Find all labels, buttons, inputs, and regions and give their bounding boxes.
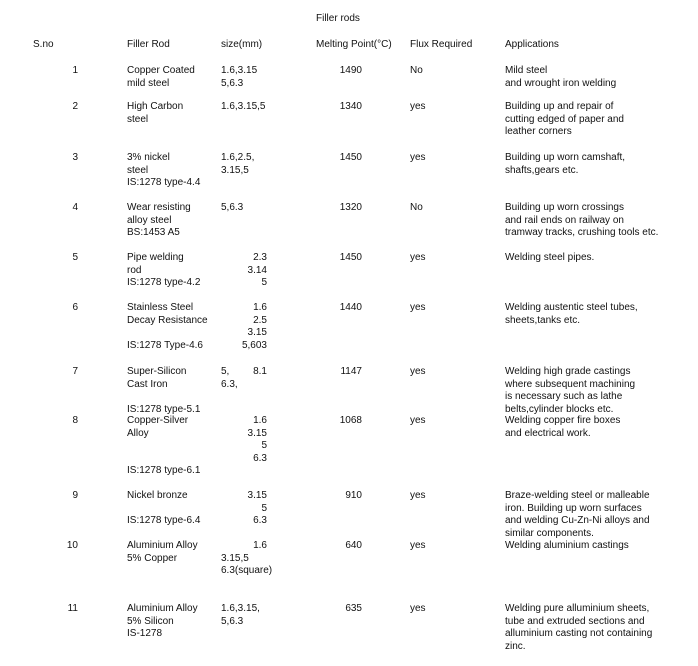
size-cell: 1.6,3.15, 5,6.3 [221, 603, 260, 627]
filler-rod-cell: Aluminium Alloy 5% Copper [127, 540, 198, 564]
melting-point-cell: 640 [345, 540, 362, 551]
applications-cell: Welding steel pipes. [505, 252, 595, 263]
filler-rod-cell: Aluminium Alloy 5% Silicon IS-1278 [127, 603, 198, 640]
melting-point-cell: 1440 [339, 302, 362, 313]
size-cell-aligned: 1.6 3.15 5 6.3 [247, 415, 267, 464]
applications-cell: Mild steel and wrought iron welding [505, 65, 617, 89]
size-cell: 1.6,2.5, 3.15,5 [221, 152, 255, 176]
size-cell-aligned: 1.6 [253, 540, 267, 551]
sno-cell: 11 [67, 603, 78, 614]
filler-rod-cell: Wear resisting alloy steel BS:1453 A5 [127, 202, 191, 239]
flux-required-cell: No [410, 202, 423, 213]
size-cell-aligned: 2.3 3.14 5 [247, 252, 267, 289]
applications-cell: Welding high grade castings where subsequent machining is necessary such as lathe belts,cylinder blocks etc. [505, 366, 636, 415]
applications-cell: Welding pure alluminium sheets, tube and extruded sections and alluminium casting not containing zinc. [505, 603, 653, 652]
applications-cell: Welding austentic steel tubes, sheets,tanks etc. [505, 302, 638, 326]
filler-rod-cell: 3% nickel steel IS:1278 type-4.4 [127, 152, 201, 189]
flux-required-cell: yes [410, 366, 426, 377]
filler-rod-cell: Super-Silicon Cast Iron IS:1278 type-5.1 [127, 366, 201, 415]
size-cell: 5, 6.3, [221, 366, 238, 390]
sno-cell: 10 [66, 540, 78, 551]
header-size: size(mm) [221, 39, 263, 50]
melting-point-cell: 910 [345, 490, 362, 501]
sno-cell: 9 [72, 490, 78, 501]
melting-point-cell: 1340 [339, 101, 362, 112]
melting-point-cell: 1450 [339, 252, 362, 263]
flux-required-cell: yes [410, 415, 426, 426]
sno-cell: 1 [72, 65, 78, 76]
filler-rod-cell: Copper-Silver Alloy IS:1278 type-6.1 [127, 415, 201, 477]
applications-cell: Braze-welding steel or malleable iron. Building up worn surfaces and welding Cu-Zn-Ni alloys and similar components. [505, 490, 650, 539]
flux-required-cell: No [410, 65, 423, 76]
sno-cell: 8 [72, 415, 78, 426]
filler-rod-cell: Copper Coated mild steel [127, 65, 195, 89]
melting-point-cell: 1068 [339, 415, 362, 426]
header-sno: S.no [33, 39, 54, 50]
filler-rod-cell: Nickel bronze IS:1278 type-6.4 [127, 490, 201, 527]
flux-required-cell: yes [410, 490, 426, 501]
sno-cell: 7 [72, 366, 78, 377]
sno-cell: 3 [72, 152, 78, 163]
sno-cell: 4 [72, 202, 78, 213]
applications-cell: Building up and repair of cutting edged of paper and leather corners [505, 101, 624, 138]
applications-cell: Building up worn crossings and rail ends on railway on tramway tracks, crushing tools etc. [505, 202, 659, 239]
applications-cell: Building up worn camshaft, shafts,gears etc. [505, 152, 626, 176]
size-cell-aligned: 3.15 5 6.3 [247, 490, 267, 527]
flux-required-cell: yes [410, 603, 426, 614]
filler-rod-cell: Pipe welding rod IS:1278 type-4.2 [127, 252, 201, 289]
page-title: Filler rods [316, 13, 360, 24]
size-cell: 1.6,3.15 5,6.3 [221, 65, 258, 89]
header-applications: Applications [505, 39, 559, 50]
flux-required-cell: yes [410, 302, 426, 313]
filler-rod-cell: Stainless Steel Decay Resistance IS:1278 Type-4.6 [127, 302, 208, 351]
header-flux-required: Flux Required [410, 39, 473, 50]
melting-point-cell: 1450 [339, 152, 362, 163]
size-cell-aligned: 1.6 2.5 3.15 5,603 [241, 302, 267, 351]
applications-cell: Welding aluminium castings [505, 540, 629, 551]
size-cell: 5,6.3 [221, 202, 244, 213]
header-melting-point: Melting Point(°C) [316, 39, 392, 50]
flux-required-cell: yes [410, 252, 426, 263]
size-cell: 1.6,3.15,5 [221, 101, 266, 112]
flux-required-cell: yes [410, 101, 426, 112]
melting-point-cell: 1147 [340, 366, 362, 377]
header-filler-rod: Filler Rod [127, 39, 170, 50]
filler-rod-cell: High Carbon steel [127, 101, 184, 125]
size-cell-aligned: 8.1 [253, 366, 267, 377]
sno-cell: 6 [72, 302, 78, 313]
melting-point-cell: 1490 [339, 65, 362, 76]
melting-point-cell: 1320 [339, 202, 362, 213]
melting-point-cell: 635 [345, 603, 362, 614]
size-cell: 3.15,5 6.3(square) [221, 552, 273, 577]
flux-required-cell: yes [410, 540, 426, 551]
applications-cell: Welding copper fire boxes and electrical work. [505, 415, 621, 439]
flux-required-cell: yes [410, 152, 426, 163]
sno-cell: 5 [72, 252, 78, 263]
sno-cell: 2 [72, 101, 78, 112]
